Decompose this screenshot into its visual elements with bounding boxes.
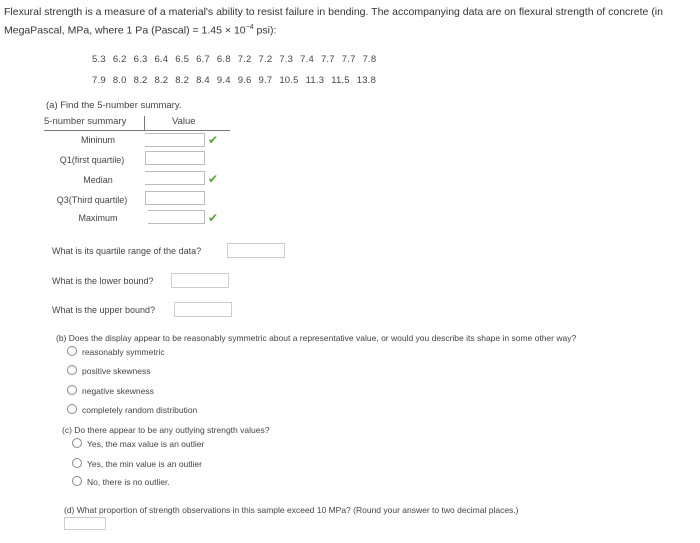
- radio-icon[interactable]: [72, 438, 82, 448]
- iqr-question: What is its quartile range of the data?: [52, 246, 202, 256]
- radio-icon[interactable]: [67, 404, 77, 414]
- radio-icon[interactable]: [67, 385, 77, 395]
- data-value: 8.0: [112, 75, 127, 86]
- upper-bound-input[interactable]: [174, 302, 232, 317]
- part-b-question: (b) Does the display appear to be reasonably symmetric about a representative value, or would you describe its shape in some other way?: [56, 333, 577, 343]
- data-value: 6.5: [175, 54, 190, 65]
- option-completely-random[interactable]: completely random distribution: [67, 404, 197, 415]
- data-value: 9.4: [216, 75, 231, 86]
- data-value: 6.4: [154, 54, 169, 65]
- intro-text: [4, 4, 696, 39]
- data-value: 7.4: [300, 54, 314, 65]
- part-a-title: (a) Find the 5-number summary.: [46, 100, 182, 111]
- data-value: 8.2: [133, 75, 148, 86]
- radio-icon[interactable]: [72, 476, 82, 486]
- data-value: 8.2: [154, 75, 169, 86]
- data-row-2: [92, 75, 383, 86]
- radio-icon[interactable]: [67, 365, 77, 375]
- data-value: 7.2: [258, 54, 273, 65]
- maximum-check-icon: ✔: [208, 211, 219, 225]
- data-value: 9.6: [237, 75, 252, 86]
- part-c-question: (c) Do there appear to be any outlying strength values?: [62, 425, 270, 435]
- option-reasonably-symmetric[interactable]: reasonably symmetric: [67, 346, 165, 357]
- table-header-summary: 5-number summary: [44, 116, 145, 130]
- minimum-input-frame: [145, 133, 205, 147]
- option-max-outlier[interactable]: Yes, the max value is an outlier: [72, 438, 204, 449]
- data-value: 7.3: [279, 54, 294, 65]
- part-d-question: (d) What proportion of strength observations in this sample exceed 10 MPa? (Round your answer to two decimal places.): [64, 505, 519, 515]
- intro-line-1: Flexural strength is a measure of a material's ability to resist failure in bending. The accompanying data are on flexural strength of concrete (in: [4, 6, 663, 18]
- minimum-check-icon: ✔: [208, 133, 219, 147]
- radio-icon[interactable]: [72, 458, 82, 468]
- option-negative-skewness[interactable]: negative skewness: [67, 385, 154, 396]
- maximum-input-frame: [148, 210, 205, 224]
- data-value: 8.4: [196, 75, 210, 86]
- data-value: 7.2: [237, 54, 252, 65]
- data-value: 6.2: [112, 54, 127, 65]
- data-value: 7.7: [320, 54, 335, 65]
- data-value: 11.5: [331, 75, 350, 86]
- option-positive-skewness[interactable]: positive skewness: [67, 365, 151, 376]
- data-value: 10.5: [279, 75, 299, 86]
- row-label-maximum: Maximum: [78, 213, 118, 223]
- row-label-q1: Q1(first quartile): [59, 155, 125, 165]
- data-value: 6.3: [133, 54, 148, 65]
- table-header: [44, 116, 230, 131]
- radio-icon[interactable]: [67, 346, 77, 356]
- option-min-outlier[interactable]: Yes, the min value is an outlier: [72, 458, 202, 469]
- intro-line-2: MegaPascal, MPa, where 1 Pa (Pascal) = $1.45 \times 10^{-4}$ psi):: [4, 24, 277, 37]
- data-value: 11.3: [305, 75, 325, 86]
- data-value: 8.2: [175, 75, 190, 86]
- data-value: 6.7: [196, 54, 210, 65]
- data-value: 7.9: [92, 75, 106, 86]
- data-value: 13.8: [356, 75, 377, 86]
- q3-input[interactable]: [145, 191, 205, 205]
- option-no-outlier[interactable]: No, there is no outlier.: [72, 476, 170, 487]
- median-check-icon: ✔: [208, 172, 219, 186]
- table-header-value: Value: [172, 116, 196, 127]
- q1-input[interactable]: [145, 151, 205, 165]
- proportion-input[interactable]: [64, 517, 106, 530]
- data-value: 9.7: [258, 75, 273, 86]
- median-input-frame: [145, 171, 205, 185]
- row-label-q3: Q3(Third quartile): [56, 195, 128, 205]
- data-value: 7.8: [362, 54, 377, 65]
- data-row-1: [92, 54, 383, 65]
- iqr-input[interactable]: [227, 243, 285, 258]
- row-label-median: Median: [83, 175, 113, 185]
- upper-bound-question: What is the upper bound?: [52, 305, 156, 315]
- row-label-minimum: Mininum: [80, 135, 115, 145]
- data-value: 7.7: [341, 54, 356, 65]
- lower-bound-question: What is the lower bound?: [52, 276, 154, 286]
- lower-bound-input[interactable]: [171, 273, 229, 288]
- data-value: 6.8: [216, 54, 231, 65]
- data-value: 5.3: [92, 54, 106, 65]
